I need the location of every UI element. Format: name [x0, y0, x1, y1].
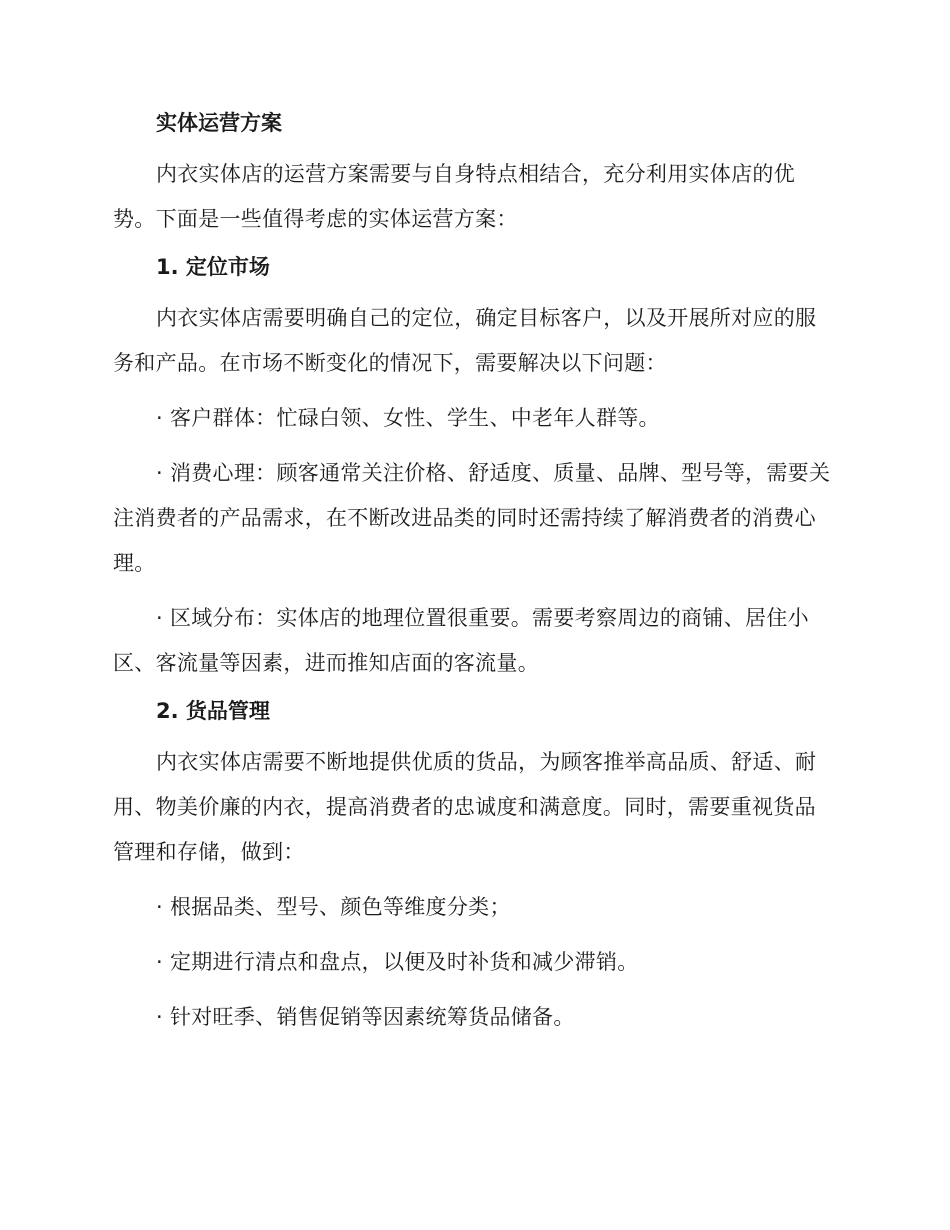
document-page [113, 108, 835, 1040]
section-paragraph-inventory: 内衣实体店需要不断地提供优质的货品，为顾客推举高品质、舒适、耐用、物美价廉的内衣，提高消费者的忠诚度和满意度。同时，需要重视货品管理和存储，做到： [113, 750, 817, 864]
intro-paragraph: 内衣实体店的运营方案需要与自身特点相结合，充分利用实体店的优势。下面是一些值得考虑的实体运营方案： [113, 162, 795, 231]
section-paragraph-positioning: 内衣实体店需要明确自己的定位，确定目标客户，以及开展所对应的服务和产品。在市场不断变化的情况下，需要解决以下问题： [113, 306, 817, 375]
spacer [113, 386, 835, 396]
section-heading-inventory: 2. 货品管理 [156, 699, 270, 723]
bullet-item: · 定期进行清点和盘点，以便及时补货和减少滞销。 [156, 950, 639, 974]
spacer [113, 985, 835, 995]
bullet-item: · 客户群体：忙碌白领、女性、学生、中老年人群等。 [156, 406, 660, 430]
spacer [113, 441, 835, 451]
spacer [113, 930, 835, 940]
bullet-item: · 消费心理：顾客通常关注价格、舒适度、质量、品牌、型号等，需要关注消费者的产品需求，在不断改进品类的同时还需持续了解消费者的消费心理。 [113, 461, 831, 575]
spacer [113, 242, 835, 252]
section-heading-positioning: 1. 定位市场 [156, 255, 270, 279]
spacer [113, 875, 835, 885]
spacer [113, 726, 835, 740]
bullet-item: · 根据品类、型号、颜色等维度分类； [156, 895, 511, 919]
spacer [113, 586, 835, 596]
spacer [113, 138, 835, 152]
spacer [113, 686, 835, 696]
bullet-item: · 针对旺季、销售促销等因素统筹货品储备。 [156, 1005, 575, 1029]
bullet-item: · 区域分布：实体店的地理位置很重要。需要考察周边的商铺、居住小区、客流量等因素，进而推知店面的客流量。 [113, 606, 809, 675]
document-title: 实体运营方案 [156, 111, 282, 135]
spacer [113, 282, 835, 296]
